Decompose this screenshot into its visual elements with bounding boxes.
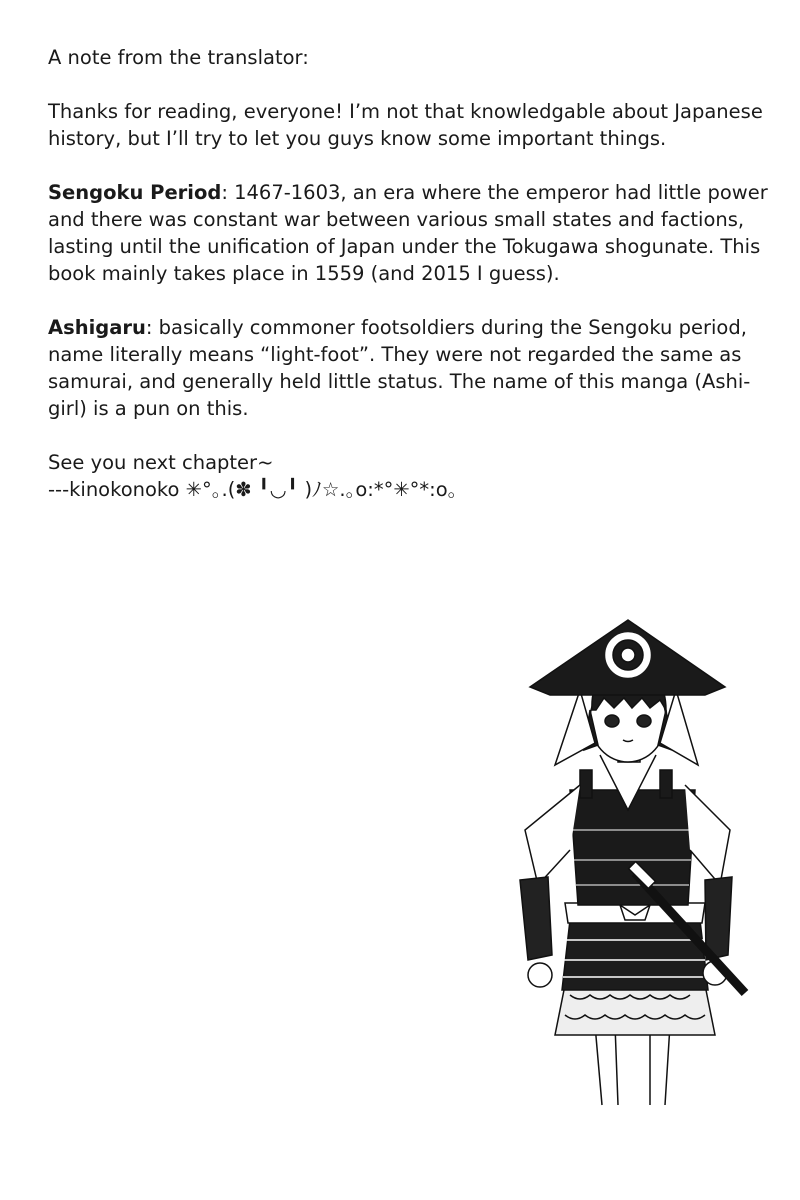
note-signoff: See you next chapter~	[48, 451, 274, 474]
glossary-entry-sengoku	[48, 179, 768, 287]
glossary-definition: : 1467-1603, an era where the emperor had little power and there was constant war between various small states and factions, lasting until the unification of Japan under the Tokugawa shogunate. This book mainly takes place in 1559 (and 2015 I guess).	[48, 181, 768, 285]
note-intro: Thanks for reading, everyone! I’m not that knowledgable about Japanese history, but I’ll try to let you guys know some important things.	[48, 100, 763, 150]
glossary-term: Sengoku Period	[48, 181, 222, 204]
translator-note	[48, 44, 768, 503]
note-signature: ---kinokonoko ✳°｡.(✽ ╹◡╹ )ﾉ☆.｡o:*°✳°*:o｡	[48, 478, 458, 501]
glossary-term: Ashigaru	[48, 316, 146, 339]
glossary-definition: : basically commoner footsoldiers during the Sengoku period, name literally means “light-foot”. They were not regarded the same as samurai, and generally held little status. The name of this manga (Ashi-girl) is a pun on this.	[48, 316, 751, 420]
glossary-entry-ashigaru	[48, 314, 768, 422]
note-heading: A note from the translator:	[48, 46, 309, 69]
ashigaru-girl-illustration	[510, 615, 760, 1115]
